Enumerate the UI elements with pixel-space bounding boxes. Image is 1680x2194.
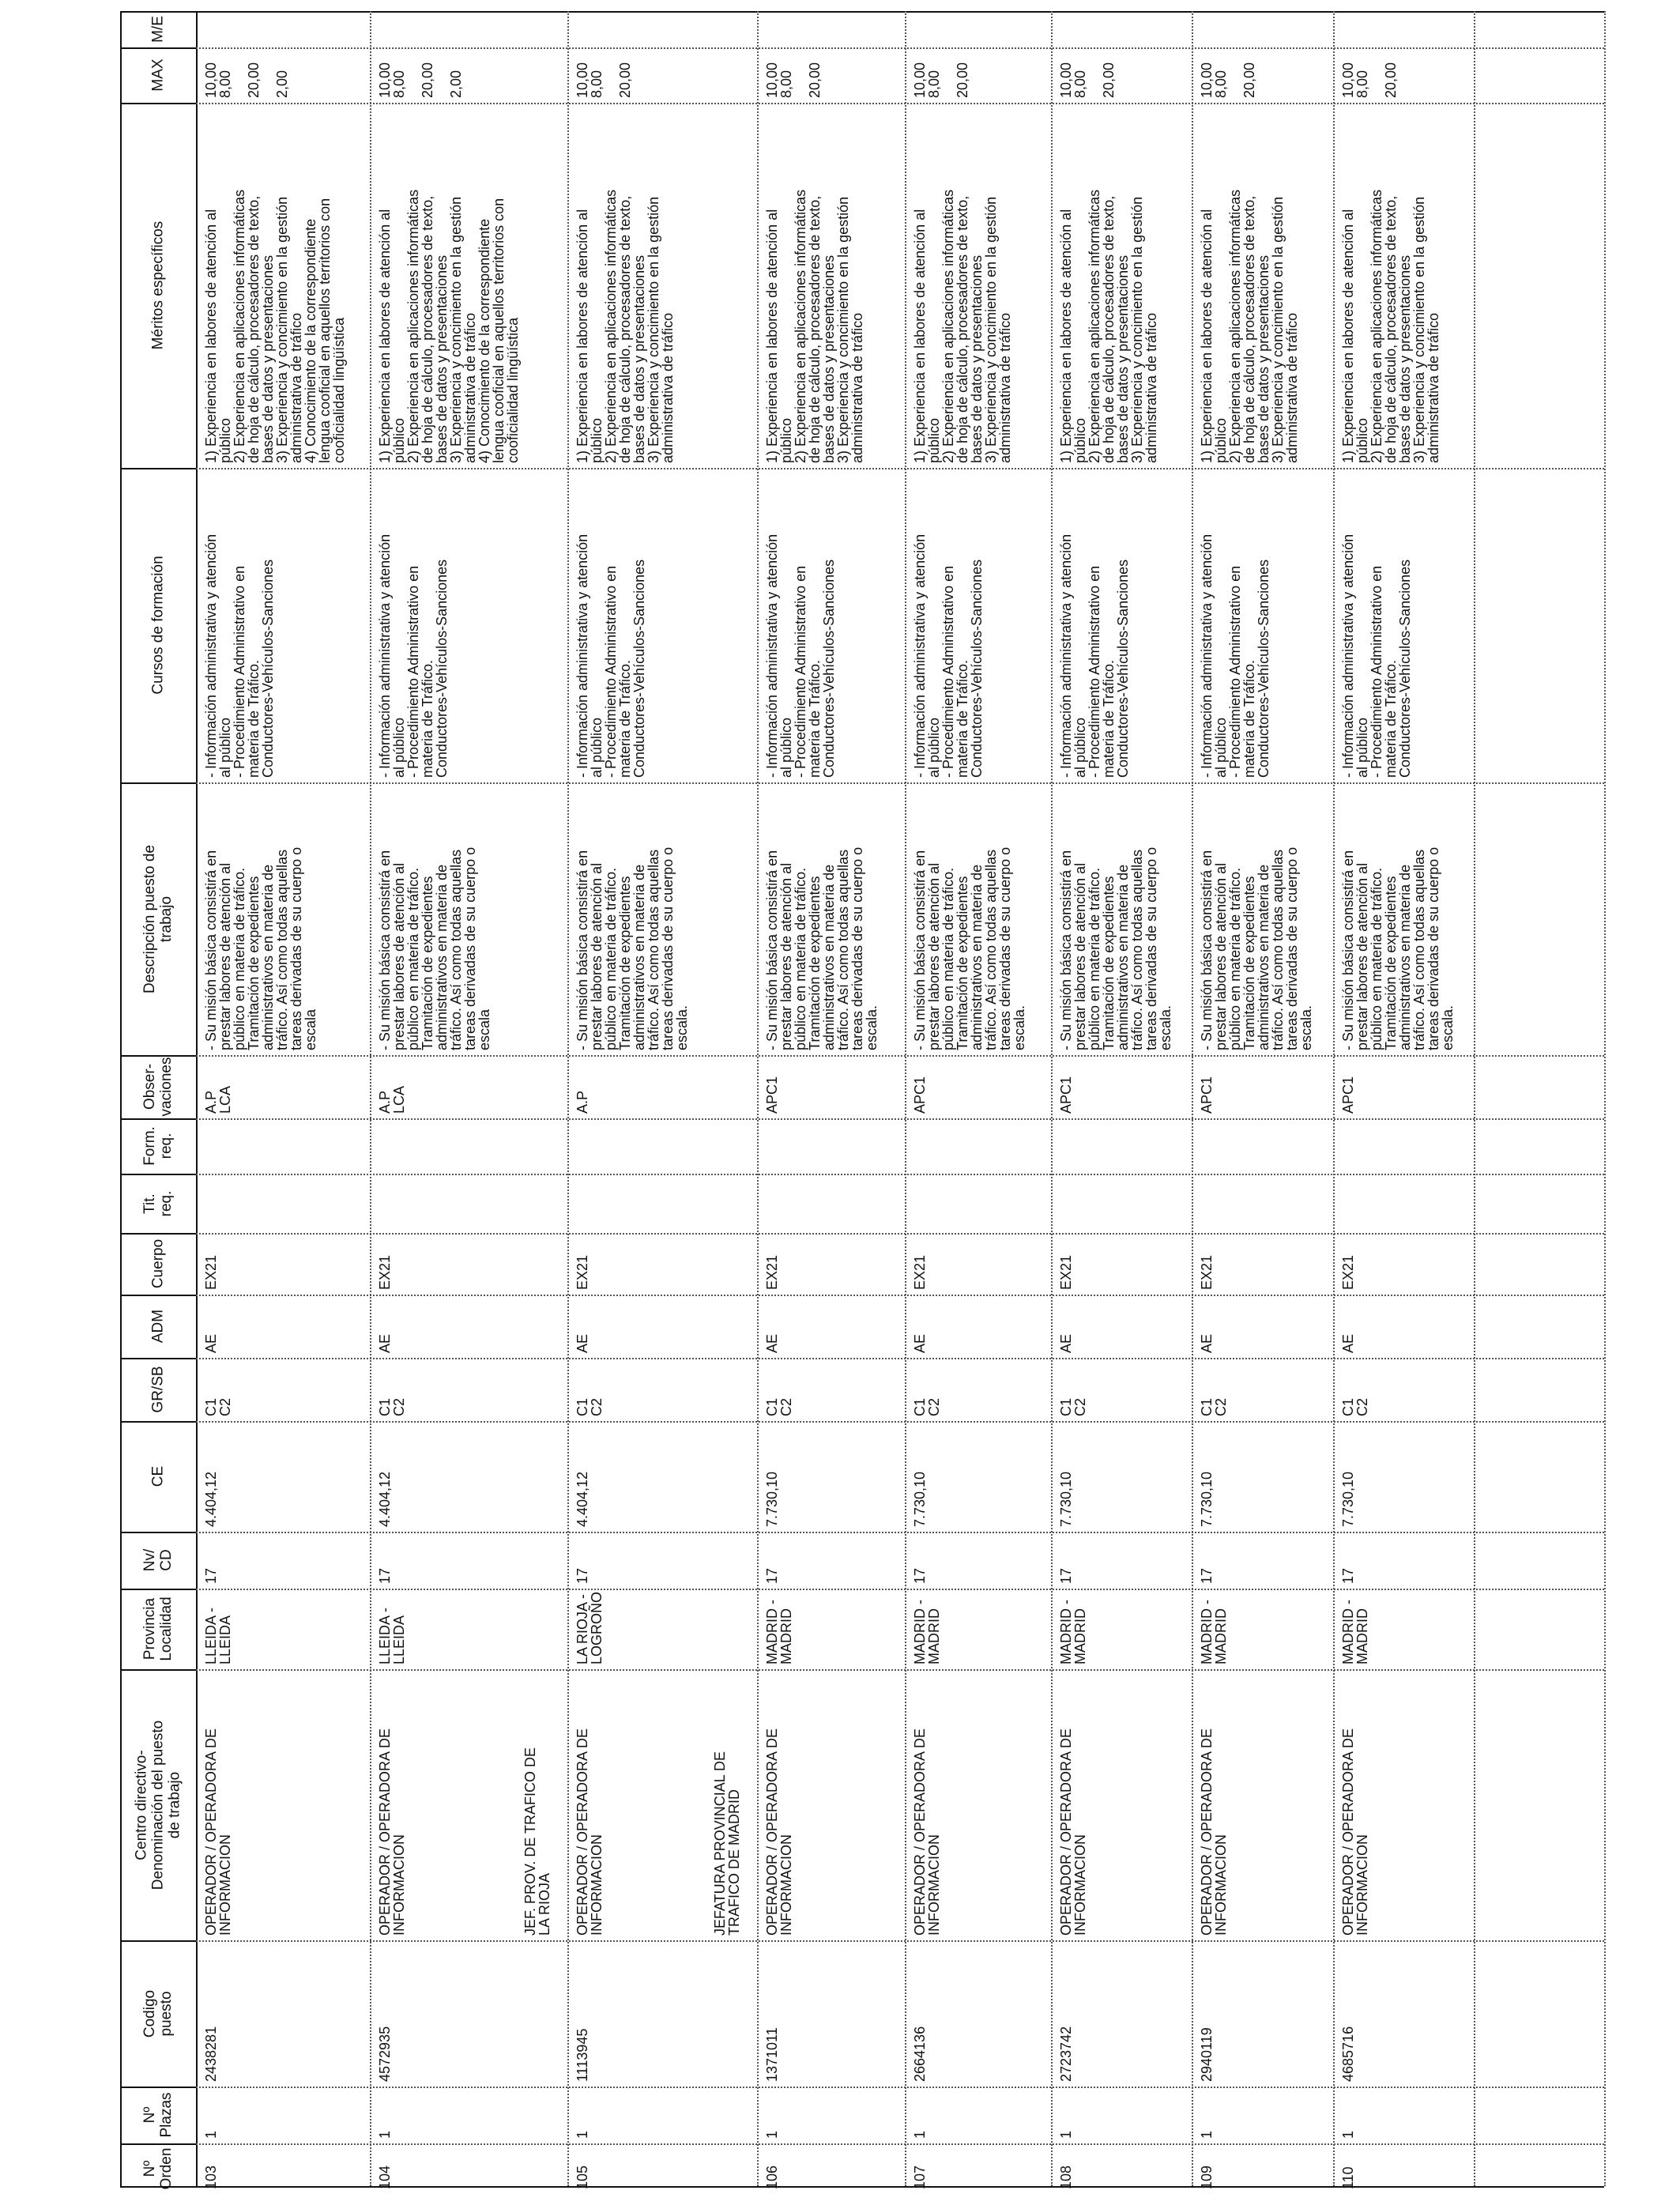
cell-nivel: 17	[574, 1567, 590, 1584]
cell-descripcion: - Su misión básica consistirá en prestar labores de atención al público en materia de tráfico. Tramitación de expedientes administrativos en materia de tráfico. Así como todas aquellas tareas derivadas de su cuerpo o escala.	[1058, 846, 1173, 1050]
cell-observ: A.P LCA	[377, 1085, 407, 1114]
cell-grsb: C1 C2	[203, 1397, 233, 1416]
cell-centro: OPERADOR / OPERADORA DE INFORMACION	[1199, 1728, 1229, 1936]
cell-centro: OPERADOR / OPERADORA DE INFORMACION	[1058, 1728, 1088, 1936]
column-header-label: Tit. req.	[141, 1190, 175, 1216]
row-separator	[370, 11, 371, 2186]
cell-cuerpo: EX21	[1199, 1254, 1215, 1290]
cell-ce: 7.730,10	[1340, 1471, 1356, 1527]
cell-cuerpo: EX21	[203, 1254, 219, 1290]
column-header-label: Form. req.	[141, 1126, 175, 1166]
body-col-separator	[196, 1940, 1604, 1942]
cell-codigo: 1113945	[574, 2028, 590, 2082]
cell-orden: 104	[377, 2165, 393, 2189]
cell-orden: 110	[1340, 2166, 1356, 2189]
cell-descripcion: - Su misión básica consistirá en prestar labores de atención al público en materia de tráfico. Tramitación de expedientes administrativos en materia de tráfico. Así como todas aquellas tareas derivadas de su cuerpo o escala.	[912, 846, 1027, 1050]
cell-plazas: 1	[203, 2130, 219, 2139]
cell-observ: APC1	[1340, 1076, 1356, 1114]
header-col-separator	[120, 2087, 196, 2088]
table-left-border	[120, 11, 122, 2186]
row-separator	[905, 11, 906, 2186]
cell-plazas: 1	[377, 2130, 393, 2139]
header-col-separator	[120, 468, 196, 469]
cell-max: 10,00 8,00 20,00	[1199, 62, 1257, 98]
cell-orden: 103	[203, 2165, 219, 2189]
cell-cursos: - Información administrativa y atención al público - Procedimiento Administrativo en materia de Tráfico. Conductores-Vehículos-Sanciones	[377, 533, 450, 778]
cell-orden: 105	[574, 2165, 590, 2189]
cell-grsb: C1 C2	[912, 1397, 942, 1416]
header-col-separator	[120, 47, 196, 49]
cell-max: 10,00 8,00 20,00	[1058, 62, 1117, 98]
cell-observ: APC1	[912, 1076, 928, 1114]
cell-grsb: C1 C2	[1340, 1397, 1370, 1416]
header-col-separator	[120, 1295, 196, 1296]
body-col-separator	[196, 47, 1604, 49]
column-header-label: Obser- vaciones	[141, 1057, 175, 1117]
cell-nivel: 17	[764, 1567, 780, 1584]
column-header-label: Codigo puesto	[141, 1989, 175, 2038]
cell-descripcion: - Su misión básica consistirá en prestar labores de atención al público en materia de tráfico. Tramitación de expedientes administrativos en materia de tráfico. Así como todas aquellas tareas derivadas de su cuerpo o escala	[377, 846, 492, 1050]
cell-observ: APC1	[1199, 1076, 1215, 1114]
column-header-label: MAX	[149, 58, 167, 92]
column-header-label: Méritos específicos	[149, 221, 167, 350]
column-header-label: Nº Orden	[141, 2147, 175, 2190]
cell-grsb: C1 C2	[574, 1397, 605, 1416]
cell-grsb: C1 C2	[1058, 1397, 1088, 1416]
cell-descripcion: - Su misión básica consistirá en prestar labores de atención al público en materia de tráfico. Tramitación de expedientes administrativos en materia de tráfico. Así como todas aquellas tareas derivadas de su cuerpo o escala.	[1340, 846, 1456, 1050]
cell-centro: OPERADOR / OPERADORA DE INFORMACION	[1340, 1728, 1370, 1936]
column-header-label: Cuerpo	[149, 1238, 167, 1289]
column-header-label: CE	[149, 1465, 167, 1487]
header-col-separator	[120, 1532, 196, 1533]
unit-heading: JEFATURA PROVINCIAL DE TRAFICO DE MADRID	[712, 1751, 742, 1936]
header-col-separator	[120, 1669, 196, 1671]
cell-max: 10,00 8,00 20,00	[574, 62, 633, 98]
cell-provincia: MADRID - MADRID	[764, 1600, 794, 1664]
cell-adm: AE	[1199, 1333, 1215, 1353]
cell-cuerpo: EX21	[1340, 1254, 1356, 1290]
column-header-label: Nv/ CD	[141, 1548, 175, 1572]
cell-nivel: 17	[912, 1567, 928, 1584]
row-separator	[1474, 11, 1475, 2186]
cell-codigo: 4572935	[377, 2026, 393, 2082]
cell-cursos: - Información administrativa y atención al público - Procedimiento Administrativo en materia de Tráfico. Conductores-Vehículos-Sanciones	[1199, 533, 1271, 778]
cell-adm: AE	[1340, 1333, 1356, 1353]
table-bottom-border	[120, 2186, 1604, 2188]
cell-adm: AE	[203, 1333, 219, 1353]
header-col-separator	[120, 1421, 196, 1423]
cell-centro: OPERADOR / OPERADORA DE INFORMACION	[377, 1728, 407, 1936]
column-header-label: Descripción puesto de trabajo	[141, 844, 175, 993]
cell-observ: A.P LCA	[203, 1085, 233, 1114]
cell-descripcion: - Su misión básica consistirá en prestar labores de atención al público en materia de tráfico. Tramitación de expedientes administrativos en materia de tráfico. Así como todas aquellas tareas derivadas de su cuerpo o escala.	[1199, 846, 1314, 1050]
cell-meritos: 1) Experiencia en labores de atención al público 2) Experiencia en aplicaciones informáticas de hoja de cálculo, procesadores de texto, bases de datos y presentaciones 3) Experiencia y concimiento en la gestión administrativa de tráfico	[764, 189, 865, 463]
row-separator	[1604, 11, 1606, 2186]
header-col-separator	[120, 2143, 196, 2145]
cell-orden: 109	[1199, 2165, 1215, 2189]
body-col-separator	[196, 2143, 1604, 2145]
cell-provincia: LLEIDA - LLEIDA	[377, 1607, 407, 1664]
cell-max: 10,00 8,00 20,00	[912, 62, 970, 98]
cell-ce: 4.404,12	[203, 1471, 219, 1527]
cell-centro: OPERADOR / OPERADORA DE INFORMACION	[203, 1728, 233, 1936]
cell-codigo: 2664136	[912, 2026, 928, 2082]
cell-meritos: 1) Experiencia en labores de atención al público 2) Experiencia en aplicaciones informáticas de hoja de cálculo, procesadores de texto, bases de datos y presentaciones 3) Experiencia y concimiento en la gestión administrativa de tráfico	[1199, 189, 1300, 463]
body-col-separator	[196, 1295, 1604, 1296]
row-separator	[1051, 11, 1053, 2186]
header-col-separator	[120, 1118, 196, 1120]
cell-cuerpo: EX21	[1058, 1254, 1074, 1290]
cell-cuerpo: EX21	[377, 1254, 393, 1290]
cell-orden: 106	[764, 2165, 780, 2189]
cell-cursos: - Información administrativa y atención al público - Procedimiento Administrativo en materia de Tráfico. Conductores-Vehículos-Sanciones	[1058, 533, 1131, 778]
cell-orden: 108	[1058, 2165, 1074, 2189]
cell-adm: AE	[912, 1333, 928, 1353]
cell-ce: 7.730,10	[764, 1471, 780, 1527]
cell-max: 10,00 8,00 20,00	[764, 62, 823, 98]
cell-meritos: 1) Experiencia en labores de atención al público 2) Experiencia en aplicaciones informáticas de hoja de cálculo, procesadores de texto, bases de datos y presentaciones 3) Experiencia y concimiento en la gestión administrativa de tráfico 4) Conocimiento de la correspondiente lengua cooficial en aquellos territorios con cooficialidad lingüística	[377, 189, 521, 463]
header-col-separator	[120, 1174, 196, 1175]
body-col-separator	[196, 1174, 1604, 1175]
unit-heading: JEF. PROV. DE TRAFICO DE LA RIOJA	[522, 1747, 552, 1936]
cell-centro: OPERADOR / OPERADORA DE INFORMACION	[574, 1728, 605, 1936]
cell-meritos: 1) Experiencia en labores de atención al público 2) Experiencia en aplicaciones informáticas de hoja de cálculo, procesadores de texto, bases de datos y presentaciones 3) Experiencia y concimiento en la gestión administrativa de tráfico	[1058, 189, 1159, 463]
cell-provincia: MADRID - MADRID	[1340, 1600, 1370, 1664]
cell-plazas: 1	[764, 2130, 780, 2139]
cell-meritos: 1) Experiencia en labores de atención al público 2) Experiencia en aplicaciones informáticas de hoja de cálculo, procesadores de texto, bases de datos y presentaciones 3) Experiencia y concimiento en la gestión administrativa de tráfico	[574, 189, 676, 463]
body-col-separator	[196, 782, 1604, 784]
body-col-separator	[196, 1358, 1604, 1359]
cell-cuerpo: EX21	[912, 1254, 928, 1290]
column-header-label: Cursos de formación	[149, 556, 167, 695]
column-header-label: GR/SB	[149, 1366, 167, 1413]
header-col-separator	[120, 103, 196, 104]
column-header-label: M/E	[149, 16, 167, 43]
cell-provincia: LA RIOJA - LOGROÑO	[574, 1591, 605, 1664]
column-header-label: Provincia Localidad	[141, 1596, 175, 1661]
table-top-border	[120, 11, 1604, 13]
body-col-separator	[196, 1589, 1604, 1590]
body-col-separator	[196, 468, 1604, 469]
body-col-separator	[196, 2087, 1604, 2088]
column-header-label: Centro directivo- Denominación del puesto de trabajo	[133, 1720, 183, 1890]
cell-orden: 107	[912, 2165, 928, 2189]
cell-cursos: - Información administrativa y atención al público - Procedimiento Administrativo en materia de Tráfico. Conductores-Vehículos-Sanciones	[912, 533, 985, 778]
cell-ce: 4.404,12	[377, 1471, 393, 1527]
cell-plazas: 1	[574, 2130, 590, 2139]
cell-codigo: 4685716	[1340, 2026, 1356, 2082]
cell-codigo: 2438281	[203, 2026, 219, 2082]
cell-descripcion: - Su misión básica consistirá en prestar labores de atención al público en materia de tráfico. Tramitación de expedientes administrativos en materia de tráfico. Así como todas aquellas tareas derivadas de su cuerpo o escala.	[764, 846, 880, 1050]
cell-nivel: 17	[1340, 1567, 1356, 1584]
cell-plazas: 1	[1199, 2130, 1215, 2139]
cell-descripcion: - Su misión básica consistirá en prestar labores de atención al público en materia de tráfico. Tramitación de expedientes administrativos en materia de tráfico. Así como todas aquellas tareas derivadas de su cuerpo o escala	[203, 846, 318, 1050]
cell-meritos: 1) Experiencia en labores de atención al público 2) Experiencia en aplicaciones informáticas de hoja de cálculo, procesadores de texto, bases de datos y presentaciones 3) Experiencia y concimiento en la gestión administrativa de tráfico	[1340, 189, 1441, 463]
cell-provincia: MADRID - MADRID	[912, 1600, 942, 1664]
cell-cuerpo: EX21	[574, 1254, 590, 1290]
row-separator	[1333, 11, 1335, 2186]
cell-adm: AE	[574, 1333, 590, 1353]
header-col-separator	[120, 1589, 196, 1590]
row-separator	[567, 11, 569, 2186]
body-col-separator	[196, 1532, 1604, 1533]
cell-centro: OPERADOR / OPERADORA DE INFORMACION	[912, 1728, 942, 1936]
header-col-separator	[120, 1233, 196, 1235]
row-separator	[1192, 11, 1193, 2186]
cell-plazas: 1	[1058, 2130, 1074, 2139]
cell-plazas: 1	[912, 2130, 928, 2139]
row-separator	[757, 11, 759, 2186]
cell-codigo: 2723742	[1058, 2026, 1074, 2082]
cell-observ: APC1	[1058, 1076, 1074, 1114]
cell-nivel: 17	[1058, 1567, 1074, 1584]
cell-cursos: - Información administrativa y atención al público - Procedimiento Administrativo en materia de Tráfico. Conductores-Vehículos-Sanciones	[764, 533, 837, 778]
body-col-separator	[196, 103, 1604, 104]
cell-nivel: 17	[1199, 1567, 1215, 1584]
cell-codigo: 2940119	[1199, 2027, 1215, 2082]
cell-grsb: C1 C2	[1199, 1397, 1229, 1416]
body-col-separator	[196, 1118, 1604, 1120]
cell-ce: 7.730,10	[912, 1471, 928, 1527]
header-col-separator	[120, 782, 196, 784]
cell-centro: OPERADOR / OPERADORA DE INFORMACION	[764, 1728, 794, 1936]
header-col-separator	[120, 1358, 196, 1359]
cell-cursos: - Información administrativa y atención al público - Procedimiento Administrativo en materia de Tráfico. Conductores-Vehículos-Sanciones	[203, 533, 276, 778]
cell-provincia: LLEIDA - LLEIDA	[203, 1607, 233, 1664]
cell-ce: 7.730,10	[1199, 1471, 1215, 1527]
body-col-separator	[196, 1055, 1604, 1057]
cell-cursos: - Información administrativa y atención al público - Procedimiento Administrativo en materia de Tráfico. Conductores-Vehículos-Sanciones	[1340, 533, 1413, 778]
body-col-separator	[196, 1669, 1604, 1671]
header-right-border	[196, 11, 198, 2186]
cell-grsb: C1 C2	[764, 1397, 794, 1416]
cell-provincia: MADRID - MADRID	[1058, 1600, 1088, 1664]
cell-plazas: 1	[1340, 2130, 1356, 2139]
cell-max: 10,00 8,00 20,00	[1340, 62, 1399, 98]
cell-provincia: MADRID - MADRID	[1199, 1600, 1229, 1664]
cell-adm: AE	[1058, 1333, 1074, 1353]
cell-nivel: 17	[203, 1567, 219, 1584]
cell-cursos: - Información administrativa y atención al público - Procedimiento Administrativo en materia de Tráfico. Conductores-Vehículos-Sanciones	[574, 533, 647, 778]
cell-ce: 7.730,10	[1058, 1471, 1074, 1527]
column-header-label: Nº Plazas	[141, 2092, 175, 2138]
cell-adm: AE	[764, 1333, 780, 1353]
header-col-separator	[120, 1940, 196, 1942]
cell-max: 10,00 8,00 20,00 2,00	[203, 62, 290, 98]
cell-cuerpo: EX21	[764, 1254, 780, 1290]
cell-ce: 4.404,12	[574, 1471, 590, 1527]
cell-observ: A.P	[574, 1090, 590, 1114]
cell-grsb: C1 C2	[377, 1397, 407, 1416]
cell-meritos: 1) Experiencia en labores de atención al público 2) Experiencia en aplicaciones informáticas de hoja de cálculo, procesadores de texto, bases de datos y presentaciones 3) Experiencia y concimiento en la gestión administrativa de tráfico 4) Conocimiento de la correspondiente lengua cooficial en aquellos territorios con cooficialidad lingüística	[203, 189, 347, 463]
cell-observ: APC1	[764, 1076, 780, 1114]
body-col-separator	[196, 1421, 1604, 1423]
cell-max: 10,00 8,00 20,00 2,00	[377, 62, 464, 98]
cell-nivel: 17	[377, 1567, 393, 1584]
body-col-separator	[196, 1233, 1604, 1235]
column-header-label: ADM	[149, 1309, 167, 1344]
cell-descripcion: - Su misión básica consistirá en prestar labores de atención al público en materia de tráfico. Tramitación de expedientes administrativos en materia de tráfico. Así como todas aquellas tareas derivadas de su cuerpo o escala.	[574, 846, 690, 1050]
cell-meritos: 1) Experiencia en labores de atención al público 2) Experiencia en aplicaciones informáticas de hoja de cálculo, procesadores de texto, bases de datos y presentaciones 3) Experiencia y concimiento en la gestión administrativa de tráfico	[912, 189, 1013, 463]
cell-codigo: 1371011	[764, 2027, 780, 2082]
cell-adm: AE	[377, 1333, 393, 1353]
